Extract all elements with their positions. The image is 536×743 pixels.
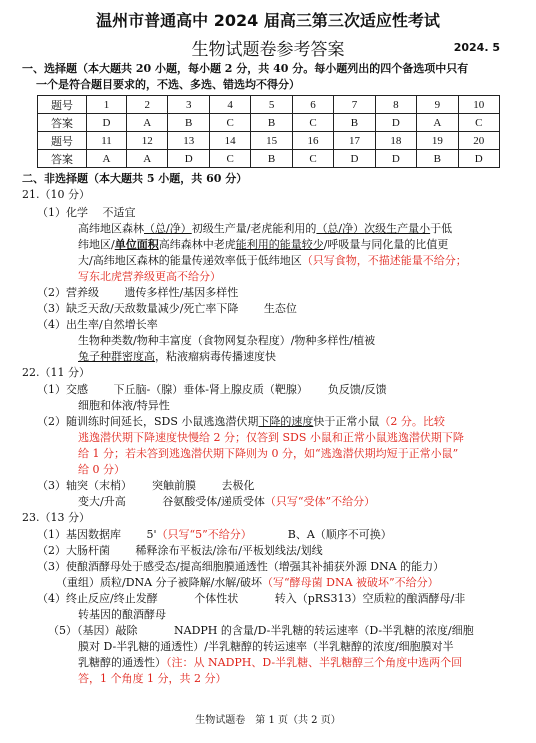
table-cell: 12 <box>127 132 168 150</box>
table-cell: C <box>292 114 333 132</box>
text-span: 初级生产量/老虎能利用的 <box>191 222 317 235</box>
page-footer: 生物试题卷 第 1 页（共 2 页） <box>195 715 341 726</box>
q22-line <box>78 494 375 510</box>
table-cell: B <box>251 114 292 132</box>
q21-line: （2）营养级 遗传多样性/基因多样性 <box>37 286 239 299</box>
q23-line: 答，1 个角度 1 分，共 2 分） <box>78 672 227 685</box>
q21-line: 生物种类数/物种丰富度（食物网复杂程度）/物种多样性/植被 <box>78 334 376 347</box>
table-cell: 14 <box>209 132 250 150</box>
text-span: 于低 <box>430 222 453 235</box>
text-span: （注：从 NADPH、D-半乳糖、半乳糖醇三个角度中选两个回 <box>166 656 463 669</box>
text-span: /呼吸量与同化量的比值更 <box>323 238 449 251</box>
text-span: 乳糖醇的通透性） <box>78 656 166 669</box>
q21-line: （3）缺乏天敌/天敌数量减少/死亡率下降 生态位 <box>37 302 297 315</box>
table-cell: C <box>209 150 250 168</box>
q22-line: 逃逸潜伏期下降速度快慢给 2 分；仅答到 SDS 小鼠和正常小鼠逃逸潜伏期下降 <box>78 431 464 444</box>
q23-line: （4）终止反应/终止发酵 个体性状 转入（pRS313）空质粒的酿酒酵母/非 <box>37 592 466 605</box>
q23-line: 膜对 D-半乳糖的通透性）/半乳糖醇的转运速率（半乳糖醇的浓度/细胞膜对半 <box>78 640 454 653</box>
q22-line: 给 1 分；若未答到逃逸潜伏期下降则为 0 分，如“逃逸潜伏期均短于正常小鼠” <box>78 447 459 460</box>
question-row-2 <box>38 132 500 150</box>
table-cell: 4 <box>209 96 250 114</box>
table-cell: 13 <box>168 132 209 150</box>
q21-title: 21.（10 分） <box>22 188 90 201</box>
exam-title: 温州市普通高中 2024 届高三第三次适应性考试 <box>96 11 440 30</box>
table-cell: D <box>334 150 375 168</box>
text-span: （只写食物，不描述能量不给分； <box>301 254 467 267</box>
table-cell: 16 <box>292 132 333 150</box>
text-span: 变大/升高 谷氨酸受体/递质受体 <box>78 495 265 508</box>
table-cell: A <box>127 150 168 168</box>
q22-line <box>37 414 445 430</box>
answer-row-2 <box>38 150 500 168</box>
question-row-1 <box>38 96 500 114</box>
text-span: B、A（顺序不可换） <box>287 528 392 541</box>
table-cell: A <box>417 114 458 132</box>
table-cell: B <box>168 114 209 132</box>
table-cell: 20 <box>458 132 499 150</box>
table-cell: C <box>292 150 333 168</box>
doc-date: 2024. 5 <box>453 41 500 54</box>
q23-line <box>56 575 439 591</box>
text-span: （只写“5”不给分） <box>156 528 252 541</box>
part2-heading: 二、非选择题（本大题共 5 小题，共 60 分） <box>22 172 248 185</box>
table-cell: C <box>209 114 250 132</box>
table-cell: 5 <box>251 96 292 114</box>
table-cell: 15 <box>251 132 292 150</box>
q23-line: 转基因的酿酒酵母 <box>78 608 166 621</box>
table-cell: B <box>417 150 458 168</box>
part1-heading-2: 一个是符合题目要求的，不选、多选、错选均不得分） <box>36 78 300 91</box>
row-label: 题号 <box>38 132 87 150</box>
table-cell: A <box>127 114 168 132</box>
answer-row-1 <box>38 114 500 132</box>
table-cell: 17 <box>334 132 375 150</box>
table-cell: D <box>375 150 416 168</box>
q22-line: （3）轴突（末梢） 突触前膜 去极化 <box>37 479 255 492</box>
q22-line: 细胞和体液/特异性 <box>78 399 170 412</box>
q21-line <box>78 253 467 269</box>
text-span: 下降的速度 <box>258 415 314 428</box>
text-span: （只写“受体”不给分） <box>264 495 376 508</box>
text-span: （1）基因数据库 5' <box>37 528 157 541</box>
table-cell: D <box>87 114 127 132</box>
doc-subtitle: 生物试题卷参考答案 <box>191 40 345 60</box>
table-cell: 1 <box>87 96 127 114</box>
q21-line: （1）化学 不适宜 <box>37 206 136 219</box>
text-span: 能利用的能量较少 <box>235 238 324 251</box>
q22-line: （1）交感 下丘脑-（腺）垂体-肾上腺皮质（靶腺） 负反馈/反馈 <box>37 383 387 396</box>
part1-heading: 一、选择题（本大题共 20 小题，每小题 2 分，共 40 分。每小题列出的四个备选项中只有 <box>22 62 469 75</box>
answer-table <box>37 95 500 168</box>
table-cell: D <box>458 150 499 168</box>
row-label: 答案 <box>38 150 87 168</box>
q23-line: （5）（基因）敲除 NADPH 的含量/D-半乳糖的转运速率（D-半乳糖的浓度/细胞 <box>48 624 474 637</box>
row-label: 答案 <box>38 114 87 132</box>
text-span: 大/高纬地区森林的能量传递效率低于低纬地区 <box>78 254 302 267</box>
table-cell: B <box>251 150 292 168</box>
text-span: （写“酵母菌 DNA 被破坏”不给分） <box>262 576 439 589</box>
text-span: 兔子种群密度高 <box>78 350 155 363</box>
q23-line <box>78 655 462 671</box>
text-span: （2 分。比较 <box>379 415 445 428</box>
text-span: 次级生产量小 <box>364 222 431 235</box>
q21-line: 写东北虎营养级更高不给分） <box>78 270 221 283</box>
text-span: ，粘液瘤病毒传播速度快 <box>155 350 276 363</box>
text-span: （总/净） <box>316 222 365 235</box>
q21-line: （4）出生率/自然增长率 <box>37 318 158 331</box>
table-cell: 6 <box>292 96 333 114</box>
text-span: 纬地区/ <box>78 238 115 251</box>
q21-line <box>78 349 276 365</box>
table-cell: 3 <box>168 96 209 114</box>
table-cell: 7 <box>334 96 375 114</box>
table-cell: A <box>87 150 127 168</box>
q21-line <box>78 237 448 253</box>
text-span: 单位面积 <box>114 238 159 251</box>
table-cell: 11 <box>87 132 127 150</box>
q23-line: （3）使酿酒酵母处于感受态/提高细胞膜通透性（增强其补捕获外源 DNA 的能力） <box>37 560 445 573</box>
table-cell: 18 <box>375 132 416 150</box>
table-cell: D <box>375 114 416 132</box>
table-cell: B <box>334 114 375 132</box>
text-span: 快于正常小鼠 <box>313 415 380 428</box>
table-cell: 19 <box>417 132 458 150</box>
text-span: 高纬地区森林 <box>78 222 144 235</box>
row-label: 题号 <box>38 96 87 114</box>
q23-line: （2）大肠杆菌 稀释涂布平板法/涂布/平板划线法/划线 <box>37 544 323 557</box>
table-cell: C <box>458 114 499 132</box>
text-span: （2）随训练时间延长，SDS 小鼠逃逸潜伏期 <box>37 415 259 428</box>
table-cell: 2 <box>127 96 168 114</box>
q21-line <box>78 221 452 237</box>
table-cell: 8 <box>375 96 416 114</box>
text-span: （总/净） <box>144 222 192 235</box>
table-cell: 9 <box>417 96 458 114</box>
q22-line: 给 0 分） <box>78 463 125 476</box>
table-cell: 10 <box>458 96 499 114</box>
table-cell: D <box>168 150 209 168</box>
text-span: （重组）质粒/DNA 分子被降解/水解/破坏 <box>56 576 263 589</box>
q23-title: 23.（13 分） <box>22 511 90 524</box>
text-span: 高纬森林中老虎 <box>158 238 236 251</box>
q22-title: 22.（11 分） <box>22 366 90 379</box>
q23-line <box>37 527 392 543</box>
